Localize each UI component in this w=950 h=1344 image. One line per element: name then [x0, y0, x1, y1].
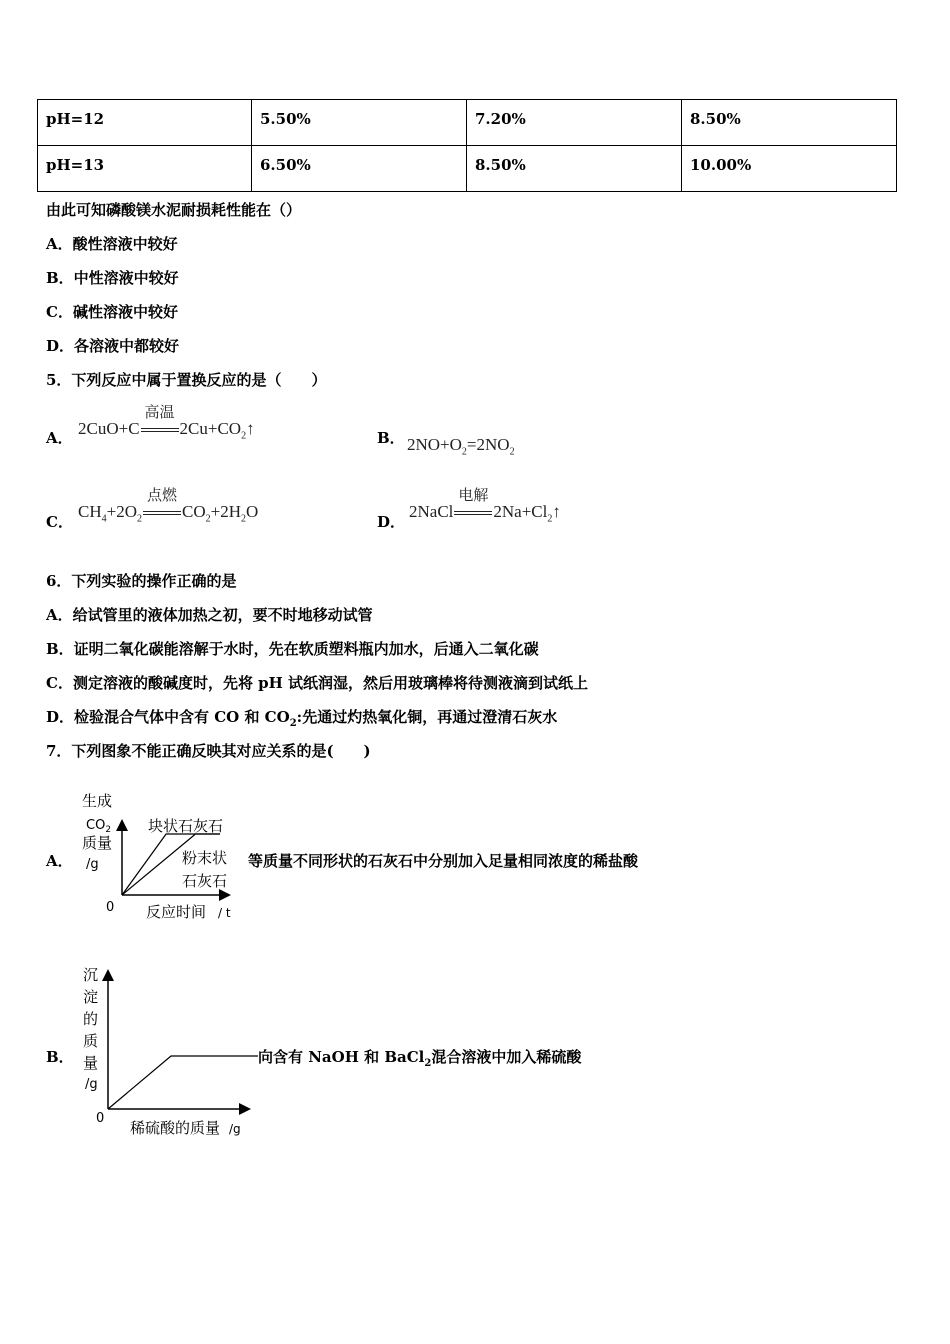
- q4-option-b[interactable]: B．中性溶液中较好: [46, 269, 179, 287]
- series-precipitate-line: [108, 1056, 258, 1109]
- y-label-1: 生成: [82, 792, 113, 810]
- y-label-char: 质: [83, 1032, 99, 1050]
- series-lump-limestone-label: 块状石灰石: [148, 817, 224, 835]
- table-cell: 10.00%: [682, 146, 897, 192]
- q6-option-d[interactable]: D．检验混合气体中含有 CO 和 $CO_2$:先通过灼热氧化铜，再通过澄清石灰水: [46, 708, 558, 729]
- q6-option-c[interactable]: C．测定溶液的酸碱度时，先将 pH 试纸润湿，然后用玻璃棒将待测液滴到试纸上: [46, 674, 589, 692]
- y-label-char: 的: [83, 1010, 99, 1028]
- q4-option-a[interactable]: A．酸性溶液中较好: [46, 235, 178, 253]
- reaction-condition: 高温: [141, 419, 179, 439]
- q7-option-b-label[interactable]: B．: [46, 1048, 74, 1066]
- q7-option-a-label[interactable]: A．: [46, 852, 73, 870]
- y-label-char: 淀: [83, 988, 99, 1006]
- reaction-condition: 电解: [454, 502, 492, 522]
- q5-option-a-equation[interactable]: 2CuO+C 高温 $2Cu+CO_2↑$: [78, 405, 255, 442]
- q5-option-a-label[interactable]: A．: [46, 429, 73, 447]
- table-cell: 6.50%: [252, 146, 467, 192]
- y-label-2: $CO_2$: [86, 818, 112, 835]
- series-powder-limestone-label-1: 粉末状: [182, 849, 228, 867]
- q5-option-b-equation[interactable]: $2NO+O_2=2NO_2$: [407, 435, 515, 458]
- table-cell: pH=13: [38, 146, 252, 192]
- x-label: 稀硫酸的质量: [130, 1119, 221, 1137]
- table-cell: pH=12: [38, 100, 252, 146]
- q6-option-a[interactable]: A．给试管里的液体加热之初，要不时地移动试管: [46, 606, 373, 624]
- y-label-char: 沉: [83, 966, 99, 984]
- q5-option-c-equation[interactable]: $CH_4+2O_2$ 点燃 $CO_2+2H_2O$: [78, 488, 259, 525]
- table-cell: 8.50%: [682, 100, 897, 146]
- q4-option-c[interactable]: C．碱性溶液中较好: [46, 303, 178, 321]
- y-label-4: /g: [86, 857, 99, 872]
- y-unit: /g: [85, 1077, 98, 1092]
- x-label: 反应时间: [146, 903, 207, 921]
- origin-label: 0: [96, 1111, 105, 1126]
- q4-option-d[interactable]: D．各溶液中都较好: [46, 337, 180, 355]
- q5-option-d-label[interactable]: D．: [377, 513, 406, 531]
- q7-option-a-description: 等质量不同形状的石灰石中分别加入足量相同浓度的稀盐酸: [248, 852, 639, 870]
- origin-label: 0: [106, 900, 115, 915]
- table-cell: 8.50%: [467, 146, 682, 192]
- y-label-3: 质量: [82, 834, 113, 852]
- q7-stem: 7．下列图象不能正确反映其对应关系的是( ): [46, 742, 371, 760]
- q5-option-b-label[interactable]: B．: [377, 429, 405, 447]
- q7-chart-b: [78, 962, 258, 1140]
- series-powder-limestone-label-2: 石灰石: [182, 872, 228, 890]
- q4-stem: 由此可知磷酸镁水泥耐损耗性能在（）: [46, 201, 302, 219]
- table-cell: 7.20%: [467, 100, 682, 146]
- table-row: [38, 100, 897, 146]
- y-label-char: 量: [83, 1054, 99, 1072]
- q6-stem: 6．下列实验的操作正确的是: [46, 572, 237, 590]
- x-unit: /g: [229, 1122, 241, 1136]
- q5-option-c-label[interactable]: C．: [46, 513, 73, 531]
- q6-option-b[interactable]: B．证明二氧化碳能溶解于水时，先在软质塑料瓶内加水，后通入二氧化碳: [46, 640, 539, 658]
- reaction-condition: 点燃: [143, 502, 181, 522]
- q5-stem: 5．下列反应中属于置换反应的是（ ）: [46, 371, 327, 389]
- q7-option-b-description: 向含有 NaOH 和 BaCl$_2$混合溶液中加入稀硫酸: [258, 1048, 582, 1069]
- table-cell: 5.50%: [252, 100, 467, 146]
- ph-table: [37, 99, 897, 192]
- q7-chart-a: [78, 786, 248, 926]
- x-unit: / t: [218, 906, 231, 920]
- q5-option-d-equation[interactable]: 2NaCl 电解 $2Na+Cl_2↑$: [409, 488, 561, 525]
- table-row: [38, 146, 897, 192]
